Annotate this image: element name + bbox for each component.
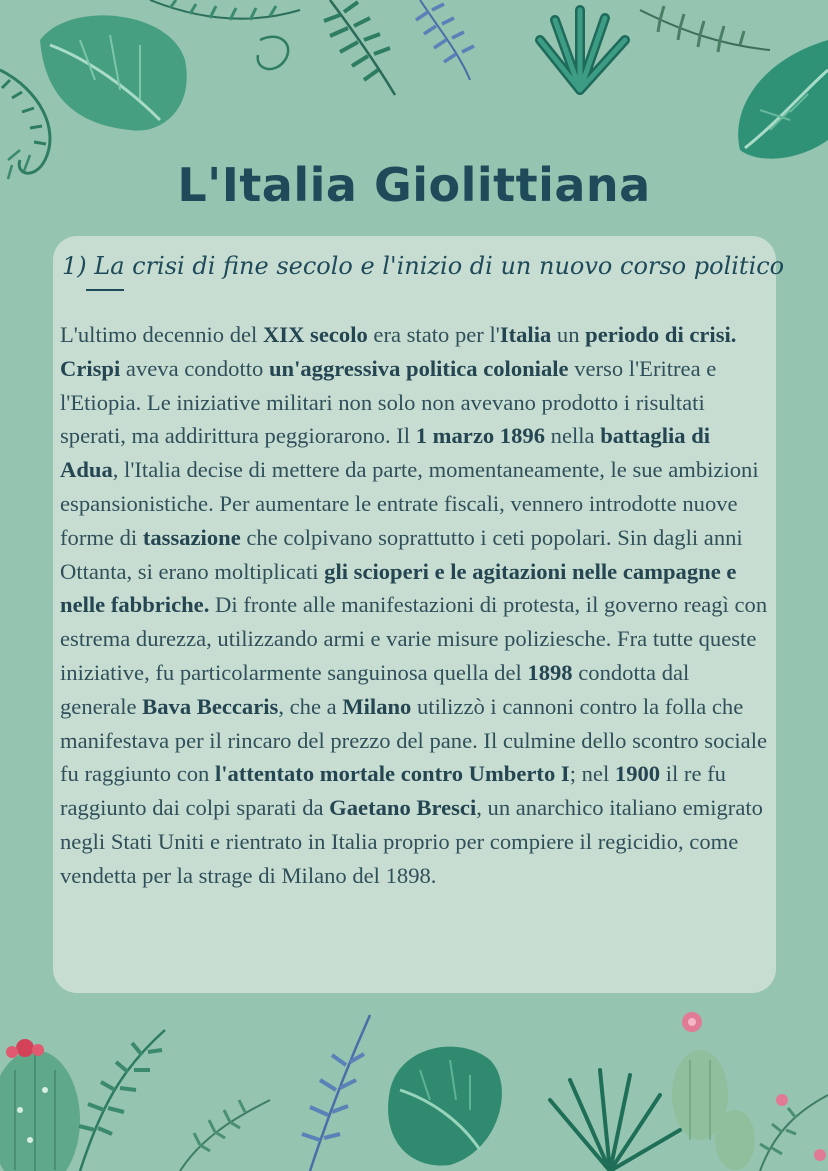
monstera-leaf-icon (738, 40, 828, 159)
fern-frond-icon (324, 0, 474, 95)
bottom-foliage-decoration (0, 1000, 828, 1171)
page-title: L'Italia Giolittiana (177, 158, 651, 212)
palm-leaf-icon (540, 10, 625, 90)
palm-leaf-icon (550, 1070, 680, 1171)
monstera-leaf-icon (40, 15, 187, 130)
cactus-icon (672, 1050, 755, 1170)
cactus-flower-icon (6, 1039, 44, 1058)
cactus-flower-icon (682, 1012, 826, 1161)
body-paragraph: L'ultimo decennio del XIX secolo era stato per l'Italia un periodo di crisi. Crispi aveva condotto un'aggressiva politica coloniale verso l'Eritrea e l'Etiopia. Le iniziative militari non solo non avevano prodotto i risultati sperati, ma addirittura peggiorarono. Il 1 marzo 1896 nella battaglia di Adua, l'Italia decise di mettere da parte, momentaneamente, le sue ambizioni espansionistiche. Per aumentare le entrate fiscali, vennero introdotte nuove forme di tassazione che colpivano soprattutto i ceti popolari. Sin dagli anni Ottanta, si erano moltiplicati gli scioperi e le agitazioni nelle campagne e nelle fabbriche. Di fronte alle manifestazioni di protesta, il governo reagì con estrema durezza, utilizzando armi e varie misure poliziesche. Fra tutte queste iniziative, fu particolarmente sanguinosa quella del 1898 condotta dal generale Bava Beccaris, che a Milano utilizzò i cannoni contro la folla che manifestava per il rincaro del prezzo del pane. Il culmine dello scontro sociale fu raggiunto con l'attentato mortale contro Umberto I; nel 1900 il re fu raggiunto dai colpi sparati da Gaetano Bresci, un anarchico italiano emigrato negli Stati Uniti e rientrato in Italia proprio per compiere il regicidio, come vendetta per la strage di Milano del 1898. (60, 322, 768, 888)
section-heading: 1) La crisi di fine secolo e l'inizio di un nuovo corso politico (62, 252, 785, 280)
fern-frond-icon (79, 1030, 165, 1171)
monstera-leaf-icon (388, 1047, 502, 1166)
heading-underline (86, 289, 124, 291)
cactus-icon (0, 1050, 80, 1171)
